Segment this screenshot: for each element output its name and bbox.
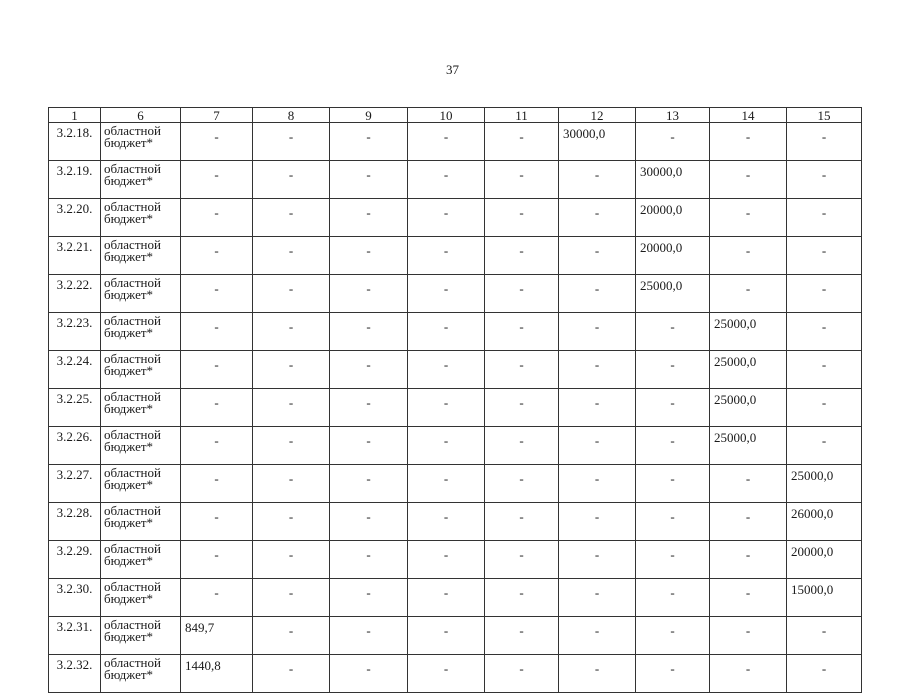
value-cell: - [330, 389, 408, 427]
value-cell: - [408, 427, 485, 465]
table-row [49, 389, 862, 427]
column-header-13: 13 [636, 108, 710, 123]
value-cell: - [710, 465, 787, 503]
value-cell: - [330, 237, 408, 275]
value-cell: - [408, 465, 485, 503]
value-cell: 1440,8 [181, 655, 253, 693]
value-cell: - [408, 123, 485, 161]
value-cell: - [330, 351, 408, 389]
value-cell: - [253, 123, 330, 161]
value-cell: - [181, 351, 253, 389]
value-cell: - [181, 237, 253, 275]
value-cell: - [787, 351, 862, 389]
value-cell: - [181, 579, 253, 617]
value-cell: - [181, 313, 253, 351]
value-cell: - [253, 351, 330, 389]
value-cell: - [330, 275, 408, 313]
value-cell: - [710, 123, 787, 161]
value-cell: - [636, 389, 710, 427]
table-row [49, 199, 862, 237]
funding-source-cell: областной бюджет* [101, 199, 181, 237]
value-cell: - [636, 465, 710, 503]
value-cell: 26000,0 [787, 503, 862, 541]
value-cell: - [485, 541, 559, 579]
value-cell: - [408, 313, 485, 351]
table-row [49, 161, 862, 199]
value-cell: - [485, 275, 559, 313]
column-header-8: 8 [253, 108, 330, 123]
value-cell: - [710, 275, 787, 313]
value-cell: - [485, 389, 559, 427]
table-row [49, 275, 862, 313]
column-header-12: 12 [559, 108, 636, 123]
value-cell: - [710, 199, 787, 237]
value-cell: - [253, 617, 330, 655]
row-number-cell: 3.2.26. [49, 427, 101, 465]
value-cell: - [559, 465, 636, 503]
value-cell: - [485, 579, 559, 617]
value-cell: - [636, 123, 710, 161]
column-header-9: 9 [330, 108, 408, 123]
value-cell: - [559, 237, 636, 275]
table-row [49, 313, 862, 351]
row-number-cell: 3.2.28. [49, 503, 101, 541]
column-header-14: 14 [710, 108, 787, 123]
value-cell: - [485, 503, 559, 541]
value-cell: 20000,0 [636, 199, 710, 237]
column-header-6: 6 [101, 108, 181, 123]
value-cell: - [485, 465, 559, 503]
value-cell: - [253, 313, 330, 351]
funding-source-cell: областной бюджет* [101, 237, 181, 275]
value-cell: - [408, 351, 485, 389]
table-row [49, 617, 862, 655]
value-cell: - [181, 199, 253, 237]
value-cell: - [330, 541, 408, 579]
value-cell: - [485, 237, 559, 275]
value-cell: - [181, 161, 253, 199]
value-cell: - [559, 313, 636, 351]
table-row [49, 123, 862, 161]
value-cell: 30000,0 [559, 123, 636, 161]
row-number-cell: 3.2.30. [49, 579, 101, 617]
value-cell: - [181, 503, 253, 541]
value-cell: - [330, 123, 408, 161]
value-cell: - [408, 617, 485, 655]
value-cell: - [787, 237, 862, 275]
value-cell: - [485, 427, 559, 465]
value-cell: - [636, 503, 710, 541]
table-row [49, 427, 862, 465]
column-header-15: 15 [787, 108, 862, 123]
header-row [49, 108, 862, 123]
funding-source-cell: областной бюджет* [101, 465, 181, 503]
value-cell: - [330, 313, 408, 351]
value-cell: - [181, 465, 253, 503]
value-cell: - [636, 579, 710, 617]
table-row [49, 465, 862, 503]
value-cell: - [485, 123, 559, 161]
value-cell: - [787, 161, 862, 199]
row-number-cell: 3.2.19. [49, 161, 101, 199]
value-cell: - [559, 541, 636, 579]
value-cell: - [330, 427, 408, 465]
table-row [49, 655, 862, 693]
value-cell: - [330, 579, 408, 617]
value-cell: - [181, 389, 253, 427]
value-cell: - [253, 389, 330, 427]
value-cell: - [485, 351, 559, 389]
value-cell: - [636, 351, 710, 389]
table-row [49, 503, 862, 541]
budget-table [48, 107, 862, 693]
value-cell: - [559, 389, 636, 427]
funding-source-cell: областной бюджет* [101, 655, 181, 693]
table-body [49, 123, 862, 693]
value-cell: - [787, 617, 862, 655]
funding-source-cell: областной бюджет* [101, 313, 181, 351]
row-number-cell: 3.2.24. [49, 351, 101, 389]
page-number: 37 [446, 62, 459, 77]
value-cell: - [408, 237, 485, 275]
funding-source-cell: областной бюджет* [101, 541, 181, 579]
row-number-cell: 3.2.22. [49, 275, 101, 313]
value-cell: - [485, 617, 559, 655]
value-cell: 25000,0 [710, 427, 787, 465]
value-cell: - [710, 503, 787, 541]
row-number-cell: 3.2.18. [49, 123, 101, 161]
value-cell: - [636, 541, 710, 579]
row-number-cell: 3.2.31. [49, 617, 101, 655]
row-number-cell: 3.2.29. [49, 541, 101, 579]
value-cell: - [408, 655, 485, 693]
row-number-cell: 3.2.23. [49, 313, 101, 351]
value-cell: - [559, 427, 636, 465]
value-cell: - [181, 541, 253, 579]
value-cell: - [485, 655, 559, 693]
value-cell: - [559, 617, 636, 655]
row-number-cell: 3.2.21. [49, 237, 101, 275]
funding-source-cell: областной бюджет* [101, 123, 181, 161]
funding-source-cell: областной бюджет* [101, 579, 181, 617]
value-cell: - [485, 199, 559, 237]
value-cell: - [559, 351, 636, 389]
value-cell: - [408, 199, 485, 237]
value-cell: - [253, 503, 330, 541]
value-cell: - [559, 503, 636, 541]
row-number-cell: 3.2.27. [49, 465, 101, 503]
value-cell: - [253, 427, 330, 465]
value-cell: - [181, 275, 253, 313]
table-row [49, 351, 862, 389]
value-cell: - [408, 503, 485, 541]
value-cell: - [181, 123, 253, 161]
value-cell: - [710, 161, 787, 199]
funding-source-cell: областной бюджет* [101, 503, 181, 541]
value-cell: - [710, 237, 787, 275]
value-cell: - [787, 199, 862, 237]
value-cell: - [330, 503, 408, 541]
funding-source-cell: областной бюджет* [101, 389, 181, 427]
value-cell: - [408, 275, 485, 313]
value-cell: - [253, 161, 330, 199]
value-cell: 20000,0 [787, 541, 862, 579]
value-cell: - [787, 655, 862, 693]
value-cell: - [330, 465, 408, 503]
value-cell: - [408, 541, 485, 579]
value-cell: 30000,0 [636, 161, 710, 199]
value-cell: - [253, 465, 330, 503]
value-cell: - [787, 275, 862, 313]
value-cell: - [253, 199, 330, 237]
value-cell: - [710, 617, 787, 655]
value-cell: - [559, 579, 636, 617]
value-cell: - [253, 655, 330, 693]
table-row [49, 237, 862, 275]
value-cell: 15000,0 [787, 579, 862, 617]
value-cell: - [253, 237, 330, 275]
value-cell: 25000,0 [710, 313, 787, 351]
value-cell: - [559, 275, 636, 313]
value-cell: 25000,0 [710, 351, 787, 389]
value-cell: - [787, 313, 862, 351]
value-cell: - [330, 617, 408, 655]
value-cell: - [253, 275, 330, 313]
value-cell: - [485, 161, 559, 199]
value-cell: - [330, 655, 408, 693]
table-row [49, 579, 862, 617]
value-cell: - [181, 427, 253, 465]
column-header-7: 7 [181, 108, 253, 123]
value-cell: 25000,0 [787, 465, 862, 503]
row-number-cell: 3.2.25. [49, 389, 101, 427]
value-cell: - [330, 199, 408, 237]
value-cell: - [559, 161, 636, 199]
value-cell: - [787, 427, 862, 465]
column-header-1: 1 [49, 108, 101, 123]
value-cell: - [636, 617, 710, 655]
funding-source-cell: областной бюджет* [101, 161, 181, 199]
value-cell: - [559, 199, 636, 237]
table-row [49, 541, 862, 579]
value-cell: - [408, 389, 485, 427]
value-cell: 849,7 [181, 617, 253, 655]
funding-source-cell: областной бюджет* [101, 351, 181, 389]
value-cell: - [636, 655, 710, 693]
row-number-cell: 3.2.32. [49, 655, 101, 693]
row-number-cell: 3.2.20. [49, 199, 101, 237]
value-cell: - [408, 161, 485, 199]
value-cell: - [636, 427, 710, 465]
funding-source-cell: областной бюджет* [101, 275, 181, 313]
value-cell: - [710, 579, 787, 617]
value-cell: - [330, 161, 408, 199]
value-cell: - [485, 313, 559, 351]
value-cell: - [636, 313, 710, 351]
column-header-10: 10 [408, 108, 485, 123]
value-cell: - [787, 123, 862, 161]
funding-source-cell: областной бюджет* [101, 427, 181, 465]
value-cell: - [253, 541, 330, 579]
value-cell: 20000,0 [636, 237, 710, 275]
value-cell: - [710, 655, 787, 693]
value-cell: - [253, 579, 330, 617]
value-cell: 25000,0 [710, 389, 787, 427]
value-cell: - [408, 579, 485, 617]
column-header-11: 11 [485, 108, 559, 123]
value-cell: - [787, 389, 862, 427]
value-cell: - [710, 541, 787, 579]
funding-source-cell: областной бюджет* [101, 617, 181, 655]
value-cell: - [559, 655, 636, 693]
value-cell: 25000,0 [636, 275, 710, 313]
